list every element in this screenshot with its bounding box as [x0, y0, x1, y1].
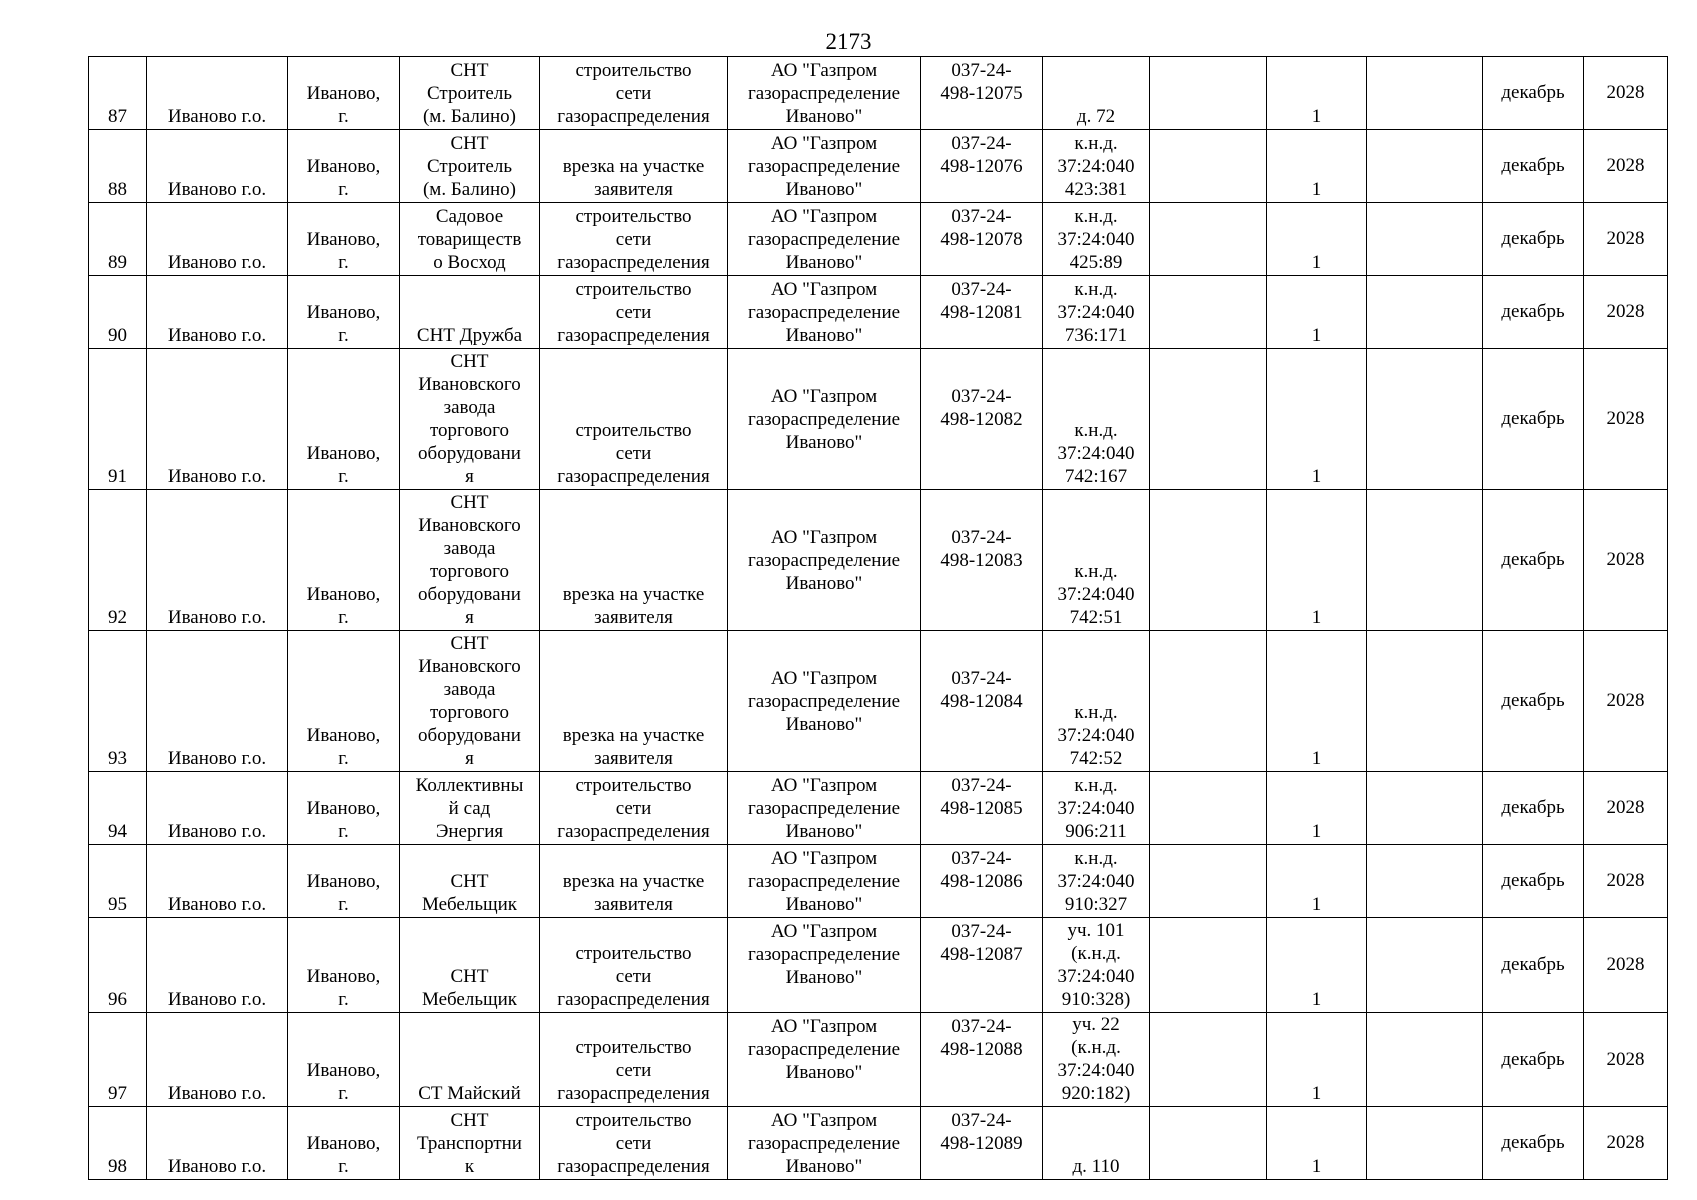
table-row	[89, 772, 1668, 845]
table-row	[89, 276, 1668, 349]
cell-year: 2028	[1584, 490, 1668, 631]
cell-locality: Иваново, г.	[288, 1013, 400, 1107]
cell-col11	[1367, 349, 1483, 490]
table-row	[89, 349, 1668, 490]
cell-no: 95	[89, 845, 147, 918]
cell-col10: 1	[1267, 772, 1367, 845]
cell-col11	[1367, 631, 1483, 772]
cell-month: декабрь	[1483, 203, 1584, 276]
table-row	[89, 57, 1668, 130]
cell-month: декабрь	[1483, 772, 1584, 845]
cell-year: 2028	[1584, 772, 1668, 845]
cell-work: врезка на участке заявителя	[540, 130, 728, 203]
cell-year: 2028	[1584, 1107, 1668, 1180]
cell-locality: Иваново, г.	[288, 918, 400, 1013]
cell-locality: Иваново, г.	[288, 130, 400, 203]
cell-code: 037-24- 498-12087	[921, 918, 1043, 1013]
cell-address: уч. 101 (к.н.д. 37:24:040 910:328)	[1043, 918, 1150, 1013]
cell-col10: 1	[1267, 845, 1367, 918]
cell-locality: Иваново, г.	[288, 772, 400, 845]
cell-col9	[1150, 130, 1267, 203]
cell-code: 037-24- 498-12089	[921, 1107, 1043, 1180]
cell-col11	[1367, 1107, 1483, 1180]
cell-object: СНТ Строитель (м. Балино)	[400, 57, 540, 130]
cell-locality: Иваново, г.	[288, 57, 400, 130]
cell-col10: 1	[1267, 1107, 1367, 1180]
cell-col11	[1367, 57, 1483, 130]
page-number: 2173	[825, 29, 872, 54]
cell-col9	[1150, 490, 1267, 631]
table-row	[89, 631, 1668, 772]
cell-month: декабрь	[1483, 918, 1584, 1013]
cell-col11	[1367, 1013, 1483, 1107]
cell-object: СНТ Транспортни к	[400, 1107, 540, 1180]
cell-org: АО "Газпром газораспределение Иваново"	[728, 1107, 921, 1180]
cell-no: 90	[89, 276, 147, 349]
cell-district: Иваново г.о.	[147, 57, 288, 130]
cell-work: строительство сети газораспределения	[540, 276, 728, 349]
cell-year: 2028	[1584, 130, 1668, 203]
cell-locality: Иваново, г.	[288, 490, 400, 631]
cell-district: Иваново г.о.	[147, 203, 288, 276]
cell-no: 97	[89, 1013, 147, 1107]
cell-month: декабрь	[1483, 631, 1584, 772]
table-row	[89, 1107, 1668, 1180]
cell-district: Иваново г.о.	[147, 631, 288, 772]
cell-object: СНТ Ивановского завода торгового оборудовани я	[400, 490, 540, 631]
cell-year: 2028	[1584, 57, 1668, 130]
cell-district: Иваново г.о.	[147, 918, 288, 1013]
cell-col9	[1150, 1013, 1267, 1107]
cell-no: 96	[89, 918, 147, 1013]
cell-address: к.н.д. 37:24:040 742:51	[1043, 490, 1150, 631]
table-row	[89, 845, 1668, 918]
cell-object: СНТ Ивановского завода торгового оборудовани я	[400, 631, 540, 772]
cell-address: д. 110	[1043, 1107, 1150, 1180]
cell-object: Коллективны й сад Энергия	[400, 772, 540, 845]
cell-work: врезка на участке заявителя	[540, 845, 728, 918]
cell-col11	[1367, 490, 1483, 631]
cell-col11	[1367, 772, 1483, 845]
cell-code: 037-24- 498-12081	[921, 276, 1043, 349]
cell-no: 91	[89, 349, 147, 490]
cell-col9	[1150, 631, 1267, 772]
cell-year: 2028	[1584, 631, 1668, 772]
cell-no: 89	[89, 203, 147, 276]
cell-address: д. 72	[1043, 57, 1150, 130]
cell-col10: 1	[1267, 918, 1367, 1013]
cell-col9	[1150, 1107, 1267, 1180]
cell-district: Иваново г.о.	[147, 1013, 288, 1107]
cell-col10: 1	[1267, 349, 1367, 490]
cell-year: 2028	[1584, 1013, 1668, 1107]
cell-district: Иваново г.о.	[147, 130, 288, 203]
cell-col11	[1367, 203, 1483, 276]
cell-locality: Иваново, г.	[288, 349, 400, 490]
cell-code: 037-24- 498-12085	[921, 772, 1043, 845]
cell-org: АО "Газпром газораспределение Иваново"	[728, 490, 921, 631]
cell-locality: Иваново, г.	[288, 276, 400, 349]
cell-address: к.н.д. 37:24:040 742:52	[1043, 631, 1150, 772]
cell-district: Иваново г.о.	[147, 1107, 288, 1180]
cell-col10: 1	[1267, 203, 1367, 276]
cell-address: к.н.д. 37:24:040 910:327	[1043, 845, 1150, 918]
cell-org: АО "Газпром газораспределение Иваново"	[728, 772, 921, 845]
cell-org: АО "Газпром газораспределение Иваново"	[728, 1013, 921, 1107]
cell-district: Иваново г.о.	[147, 845, 288, 918]
cell-locality: Иваново, г.	[288, 631, 400, 772]
cell-org: АО "Газпром газораспределение Иваново"	[728, 349, 921, 490]
cell-object: СНТ Мебельщик	[400, 845, 540, 918]
cell-org: АО "Газпром газораспределение Иваново"	[728, 918, 921, 1013]
cell-code: 037-24- 498-12086	[921, 845, 1043, 918]
cell-no: 93	[89, 631, 147, 772]
cell-work: строительство сети газораспределения	[540, 1013, 728, 1107]
cell-year: 2028	[1584, 203, 1668, 276]
cell-code: 037-24- 498-12088	[921, 1013, 1043, 1107]
cell-org: АО "Газпром газораспределение Иваново"	[728, 130, 921, 203]
cell-year: 2028	[1584, 349, 1668, 490]
cell-code: 037-24- 498-12076	[921, 130, 1043, 203]
cell-col10: 1	[1267, 130, 1367, 203]
cell-locality: Иваново, г.	[288, 203, 400, 276]
cell-locality: Иваново, г.	[288, 1107, 400, 1180]
cell-org: АО "Газпром газораспределение Иваново"	[728, 845, 921, 918]
cell-col9	[1150, 203, 1267, 276]
cell-code: 037-24- 498-12075	[921, 57, 1043, 130]
cell-month: декабрь	[1483, 490, 1584, 631]
table-row	[89, 1013, 1668, 1107]
cell-year: 2028	[1584, 918, 1668, 1013]
cell-object: СНТ Строитель (м. Балино)	[400, 130, 540, 203]
cell-month: декабрь	[1483, 130, 1584, 203]
cell-object: СНТ Дружба	[400, 276, 540, 349]
cell-col9	[1150, 772, 1267, 845]
table-row	[89, 918, 1668, 1013]
cell-code: 037-24- 498-12084	[921, 631, 1043, 772]
cell-district: Иваново г.о.	[147, 349, 288, 490]
cell-org: АО "Газпром газораспределение Иваново"	[728, 631, 921, 772]
cell-work: врезка на участке заявителя	[540, 490, 728, 631]
cell-code: 037-24- 498-12078	[921, 203, 1043, 276]
works-table	[88, 56, 1668, 1180]
cell-org: АО "Газпром газораспределение Иваново"	[728, 276, 921, 349]
cell-work: строительство сети газораспределения	[540, 918, 728, 1013]
cell-no: 98	[89, 1107, 147, 1180]
cell-col9	[1150, 845, 1267, 918]
table-row	[89, 490, 1668, 631]
cell-district: Иваново г.о.	[147, 772, 288, 845]
cell-no: 87	[89, 57, 147, 130]
cell-address: к.н.д. 37:24:040 736:171	[1043, 276, 1150, 349]
cell-address: к.н.д. 37:24:040 906:211	[1043, 772, 1150, 845]
cell-col9	[1150, 349, 1267, 490]
cell-col9	[1150, 57, 1267, 130]
cell-year: 2028	[1584, 845, 1668, 918]
cell-col11	[1367, 845, 1483, 918]
cell-col10: 1	[1267, 631, 1367, 772]
cell-no: 88	[89, 130, 147, 203]
cell-object: Садовое товариществ о Восход	[400, 203, 540, 276]
table-row	[89, 130, 1668, 203]
cell-address: к.н.д. 37:24:040 742:167	[1043, 349, 1150, 490]
cell-no: 92	[89, 490, 147, 631]
cell-col11	[1367, 130, 1483, 203]
cell-col9	[1150, 276, 1267, 349]
cell-address: к.н.д. 37:24:040 425:89	[1043, 203, 1150, 276]
cell-code: 037-24- 498-12082	[921, 349, 1043, 490]
cell-work: строительство сети газораспределения	[540, 349, 728, 490]
cell-work: врезка на участке заявителя	[540, 631, 728, 772]
cell-org: АО "Газпром газораспределение Иваново"	[728, 57, 921, 130]
cell-work: строительство сети газораспределения	[540, 1107, 728, 1180]
cell-address: уч. 22 (к.н.д. 37:24:040 920:182)	[1043, 1013, 1150, 1107]
cell-col10: 1	[1267, 276, 1367, 349]
cell-work: строительство сети газораспределения	[540, 57, 728, 130]
cell-month: декабрь	[1483, 845, 1584, 918]
cell-district: Иваново г.о.	[147, 276, 288, 349]
cell-code: 037-24- 498-12083	[921, 490, 1043, 631]
table-row	[89, 203, 1668, 276]
cell-col11	[1367, 276, 1483, 349]
cell-object: СТ Майский	[400, 1013, 540, 1107]
cell-month: декабрь	[1483, 1013, 1584, 1107]
cell-col9	[1150, 918, 1267, 1013]
cell-object: СНТ Ивановского завода торгового оборудовани я	[400, 349, 540, 490]
cell-object: СНТ Мебельщик	[400, 918, 540, 1013]
cell-work: строительство сети газораспределения	[540, 772, 728, 845]
cell-month: декабрь	[1483, 349, 1584, 490]
cell-locality: Иваново, г.	[288, 845, 400, 918]
cell-col10: 1	[1267, 490, 1367, 631]
cell-no: 94	[89, 772, 147, 845]
cell-month: декабрь	[1483, 1107, 1584, 1180]
cell-org: АО "Газпром газораспределение Иваново"	[728, 203, 921, 276]
cell-col10: 1	[1267, 57, 1367, 130]
cell-address: к.н.д. 37:24:040 423:381	[1043, 130, 1150, 203]
cell-month: декабрь	[1483, 276, 1584, 349]
cell-year: 2028	[1584, 276, 1668, 349]
cell-col10: 1	[1267, 1013, 1367, 1107]
cell-district: Иваново г.о.	[147, 490, 288, 631]
cell-work: строительство сети газораспределения	[540, 203, 728, 276]
cell-month: декабрь	[1483, 57, 1584, 130]
cell-col11	[1367, 918, 1483, 1013]
